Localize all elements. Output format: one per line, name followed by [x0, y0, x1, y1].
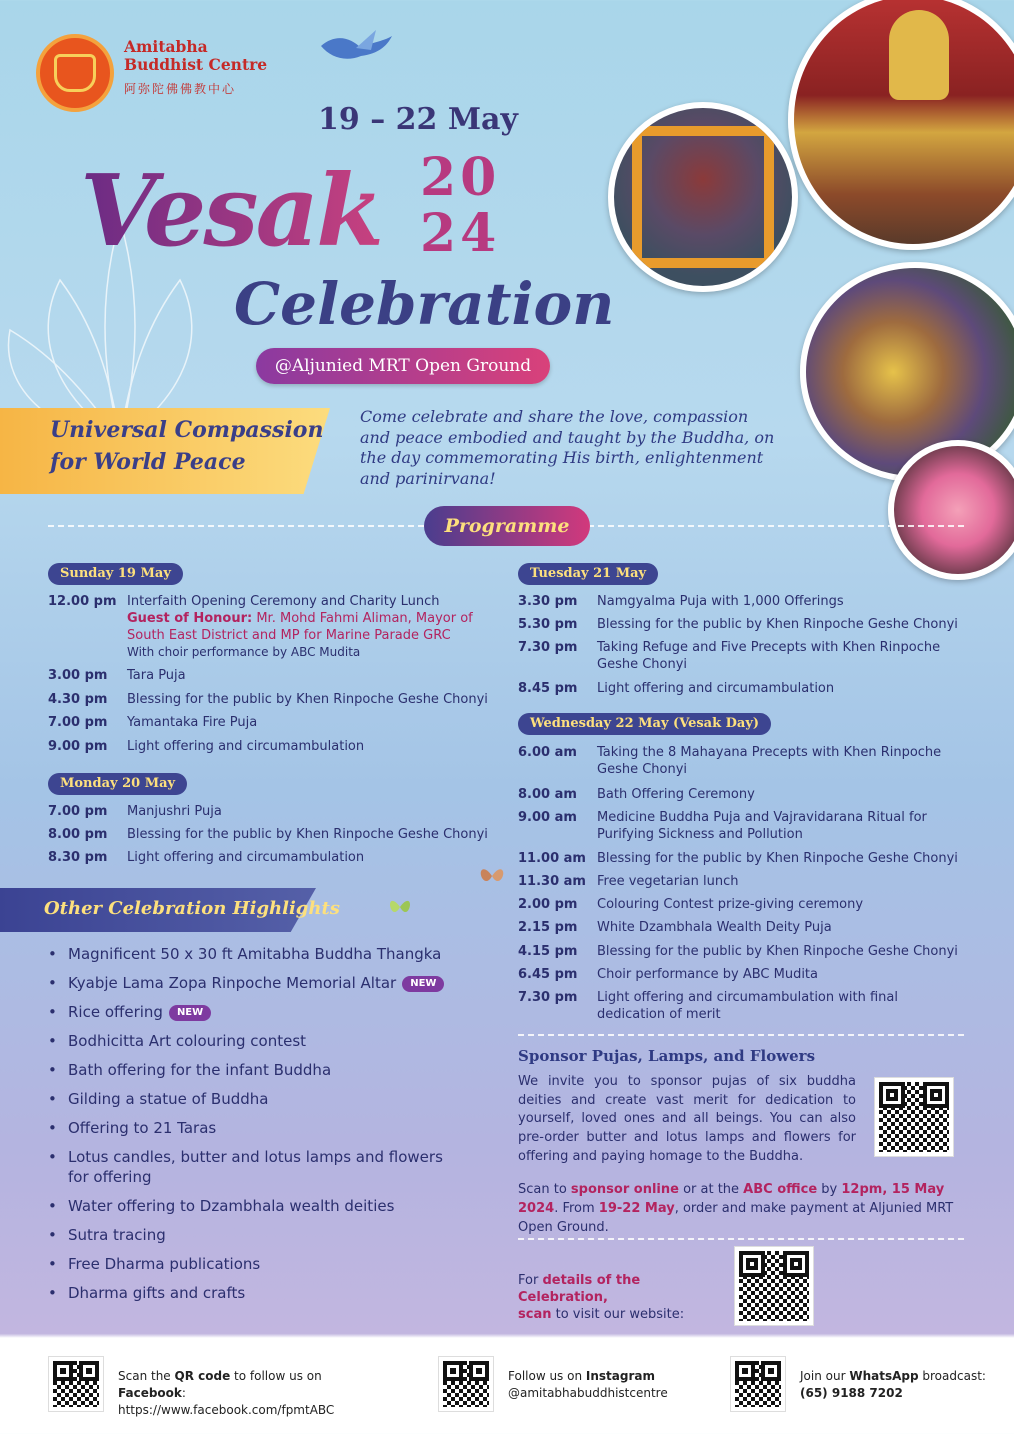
highlight-text: Sutra tracing [68, 1226, 166, 1244]
schedule-time: 11.30 am [518, 874, 586, 889]
guest-of-honour [127, 610, 487, 644]
highlight-text: Magnificent 50 x 30 ft Amitabha Buddha Thangka [68, 945, 442, 963]
list-item [48, 1283, 468, 1303]
whatsapp-number[interactable]: (65) 9188 7202 [800, 1386, 903, 1400]
divider [518, 1238, 964, 1240]
event-subtitle: Celebration [234, 270, 615, 338]
website-suffix: to visit our website: [551, 1307, 685, 1322]
ig-text: Instagram [585, 1369, 655, 1383]
list-item [48, 1254, 468, 1274]
scan-text: by [817, 1182, 842, 1197]
highlight-text: Water offering to Dzambhala wealth deities [68, 1197, 395, 1215]
highlight-text: Lotus candles, butter and lotus lamps and flowers for offering [68, 1148, 443, 1186]
centre-name-line2: Buddhist Centre [124, 55, 268, 74]
year-top: 20 [420, 147, 501, 208]
schedule-desc: Choir performance by ABC Mudita [597, 967, 818, 982]
event-year [420, 147, 501, 264]
schedule-time: 4.15 pm [518, 944, 578, 959]
list-item [48, 1002, 468, 1022]
tagline-line1: Universal Compassion [50, 417, 324, 443]
abc-office-text: ABC office [743, 1182, 818, 1197]
schedule-desc: Light offering and circumambulation with final dedication of merit [597, 990, 898, 1022]
schedule-desc: Tara Puja [127, 668, 186, 683]
schedule-desc: Manjushri Puja [127, 804, 222, 819]
facebook-link[interactable]: https://www.facebook.com/fpmtABC [118, 1403, 335, 1417]
list-item [48, 1225, 468, 1245]
schedule-time: 8.30 pm [48, 850, 108, 865]
list-item [48, 973, 468, 993]
fb-text: Scan the [118, 1369, 175, 1383]
schedule-time: 5.30 pm [518, 617, 578, 632]
list-item [48, 1196, 468, 1216]
schedule-desc: Blessing for the public by Khen Rinpoche Geshe Chonyi [597, 851, 958, 866]
schedule-desc: Bath Offering Ceremony [597, 787, 755, 802]
sponsor-title: Sponsor Pujas, Lamps, and Flowers [518, 1047, 816, 1065]
list-item [48, 1031, 468, 1051]
schedule-desc: Light offering and circumambulation [127, 739, 365, 754]
schedule-time: 6.00 am [518, 745, 577, 760]
dates-text: 19-22 May [598, 1201, 675, 1216]
day-monday: Monday 20 May [48, 773, 187, 795]
highlight-text: Rice offering [68, 1003, 163, 1021]
thangka-photo [608, 102, 798, 292]
venue-badge: @Aljunied MRT Open Ground [256, 348, 550, 384]
day-sunday: Sunday 19 May [48, 563, 183, 585]
tagline-line2: for World Peace [50, 449, 246, 475]
schedule-time: 4.30 pm [48, 692, 108, 707]
sponsor-online-link[interactable]: sponsor online [570, 1182, 679, 1197]
schedule-desc: Light offering and circumambulation [127, 850, 365, 865]
schedule-time: 7.30 pm [518, 990, 578, 1005]
highlights-title: Other Celebration Highlights [44, 898, 340, 919]
sponsor-qr-code[interactable] [874, 1077, 954, 1157]
list-item [48, 944, 468, 964]
new-badge: NEW [402, 976, 444, 992]
schedule-desc: Medicine Buddha Puja and Vajravidarana Ritual for Purifying Sickness and Pollution [597, 810, 927, 842]
tagline [50, 414, 323, 478]
list-item [48, 1089, 468, 1109]
website-text [518, 1272, 728, 1323]
divider [518, 1034, 964, 1036]
fb-text: : [181, 1386, 186, 1400]
website-bold: details of the Celebration, [518, 1273, 641, 1305]
schedule-desc: Blessing for the public by Khen Rinpoche Geshe Chonyi [597, 944, 958, 959]
whatsapp-info [800, 1368, 1000, 1402]
list-item [48, 1147, 448, 1187]
schedule-time: 8.00 am [518, 787, 577, 802]
facebook-info [118, 1368, 388, 1419]
website-qr-code[interactable] [734, 1246, 814, 1326]
centre-name-chinese: 阿弥陀佛佛教中心 [124, 82, 237, 96]
guest-text: Mr. Mohd Fahmi Aliman, Mayor of South East District and MP for Marine Parade GRC [127, 611, 473, 643]
fb-text: Facebook [118, 1386, 182, 1400]
intro-text: Come celebrate and share the love, compassion and peace embodied and taught by the Buddha, on the day commemorating His birth, enlightenment and parinirvana! [360, 407, 775, 488]
lotus-candle-photo [888, 440, 1014, 580]
fb-text: to follow us on [230, 1369, 322, 1383]
website-scan: scan [518, 1307, 552, 1322]
highlight-text: Bath offering for the infant Buddha [68, 1061, 332, 1079]
butterfly-icon [478, 862, 506, 890]
schedule-desc: Taking Refuge and Five Precepts with Khen Rinpoche Geshe Chonyi [597, 640, 941, 672]
schedule-desc: Taking the 8 Mahayana Precepts with Khen Rinpoche Geshe Chonyi [597, 745, 942, 777]
ig-text: Follow us on [508, 1369, 586, 1383]
deadline-text: 12pm, 15 May 2024 [518, 1182, 945, 1216]
instagram-handle[interactable]: @amitabhabuddhistcentre [508, 1386, 668, 1400]
guest-label: Guest of Honour: [127, 611, 253, 626]
highlight-text: Dharma gifts and crafts [68, 1284, 246, 1302]
schedule-desc: Light offering and circumambulation [597, 681, 835, 696]
website-prefix: For [518, 1273, 543, 1288]
schedule-desc: Namgyalma Puja with 1,000 Offerings [597, 594, 844, 609]
highlights-list [48, 944, 468, 1303]
schedule-time: 12.00 pm [48, 594, 117, 609]
schedule-desc: Colouring Contest prize-giving ceremony [597, 897, 864, 912]
schedule-time: 3.30 pm [518, 594, 578, 609]
schedule-desc: Blessing for the public by Khen Rinpoche Geshe Chonyi [127, 827, 488, 842]
schedule-desc: Blessing for the public by Khen Rinpoche Geshe Chonyi [597, 617, 958, 632]
centre-name [124, 38, 294, 74]
schedule-desc: Yamantaka Fire Puja [127, 715, 258, 730]
schedule-time: 8.45 pm [518, 681, 578, 696]
wa-text: broadcast: [918, 1369, 986, 1383]
schedule-time: 7.30 pm [518, 640, 578, 655]
new-badge: NEW [169, 1005, 211, 1021]
centre-logo [36, 34, 114, 112]
schedule-time: 6.45 pm [518, 967, 578, 982]
schedule-time: 3.00 pm [48, 668, 108, 683]
schedule-desc: Interfaith Opening Ceremony and Charity Lunch [127, 594, 440, 609]
schedule-time: 9.00 pm [48, 739, 108, 754]
schedule-desc: Blessing for the public by Khen Rinpoche Geshe Chonyi [127, 692, 488, 707]
sponsor-scan-text [518, 1180, 962, 1237]
schedule-time: 2.00 pm [518, 897, 578, 912]
wa-text: Join our [800, 1369, 850, 1383]
event-title: Vesak [80, 154, 381, 269]
scan-text: , order and make payment at Aljunied MRT Open Ground. [518, 1201, 954, 1235]
instagram-qr-code[interactable] [438, 1356, 494, 1412]
bird-icon [316, 28, 396, 68]
sponsor-body: We invite you to sponsor pujas of six buddha deities and create vast merit for dedication to yourself, loved ones and all beings. You can also pre-order butter and lotus lamps and flowers for offering and paying homage to the Buddha. [518, 1074, 856, 1164]
schedule-time: 2.15 pm [518, 920, 578, 935]
fb-text: QR code [174, 1369, 231, 1383]
schedule-desc: White Dzambhala Wealth Deity Puja [597, 920, 832, 935]
highlight-text: Gilding a statue of Buddha [68, 1090, 269, 1108]
centre-name-line1: Amitabha [124, 37, 208, 56]
buddha-altar-photo [788, 0, 1014, 250]
year-bottom: 24 [420, 203, 501, 264]
instagram-info [508, 1368, 708, 1402]
highlight-text: Kyabje Lama Zopa Rinpoche Memorial Altar [68, 974, 397, 992]
whatsapp-qr-code[interactable] [730, 1356, 786, 1412]
wa-text: WhatsApp [849, 1369, 919, 1383]
event-dates: 19 – 22 May [318, 102, 518, 137]
schedule-time: 8.00 pm [48, 827, 108, 842]
list-item [48, 1060, 468, 1080]
butterfly-icon [388, 894, 412, 920]
highlight-text: Offering to 21 Taras [68, 1119, 217, 1137]
day-wednesday: Wednesday 22 May (Vesak Day) [518, 713, 771, 735]
schedule-desc: Free vegetarian lunch [597, 874, 739, 889]
schedule-time: 7.00 pm [48, 715, 108, 730]
highlight-text: Bodhicitta Art colouring contest [68, 1032, 307, 1050]
choir-note: With choir performance by ABC Mudita [127, 645, 361, 659]
day-tuesday: Tuesday 21 May [518, 563, 658, 585]
facebook-qr-code[interactable] [48, 1356, 104, 1412]
scan-text: or at the [678, 1182, 744, 1197]
programme-heading: Programme [424, 506, 590, 546]
highlight-text: Free Dharma publications [68, 1255, 261, 1273]
schedule-time: 9.00 am [518, 810, 577, 825]
scan-text: Scan to [518, 1182, 571, 1197]
scan-text: . From [554, 1201, 599, 1216]
schedule-time: 7.00 pm [48, 804, 108, 819]
schedule-time: 11.00 am [518, 851, 586, 866]
list-item [48, 1118, 468, 1138]
